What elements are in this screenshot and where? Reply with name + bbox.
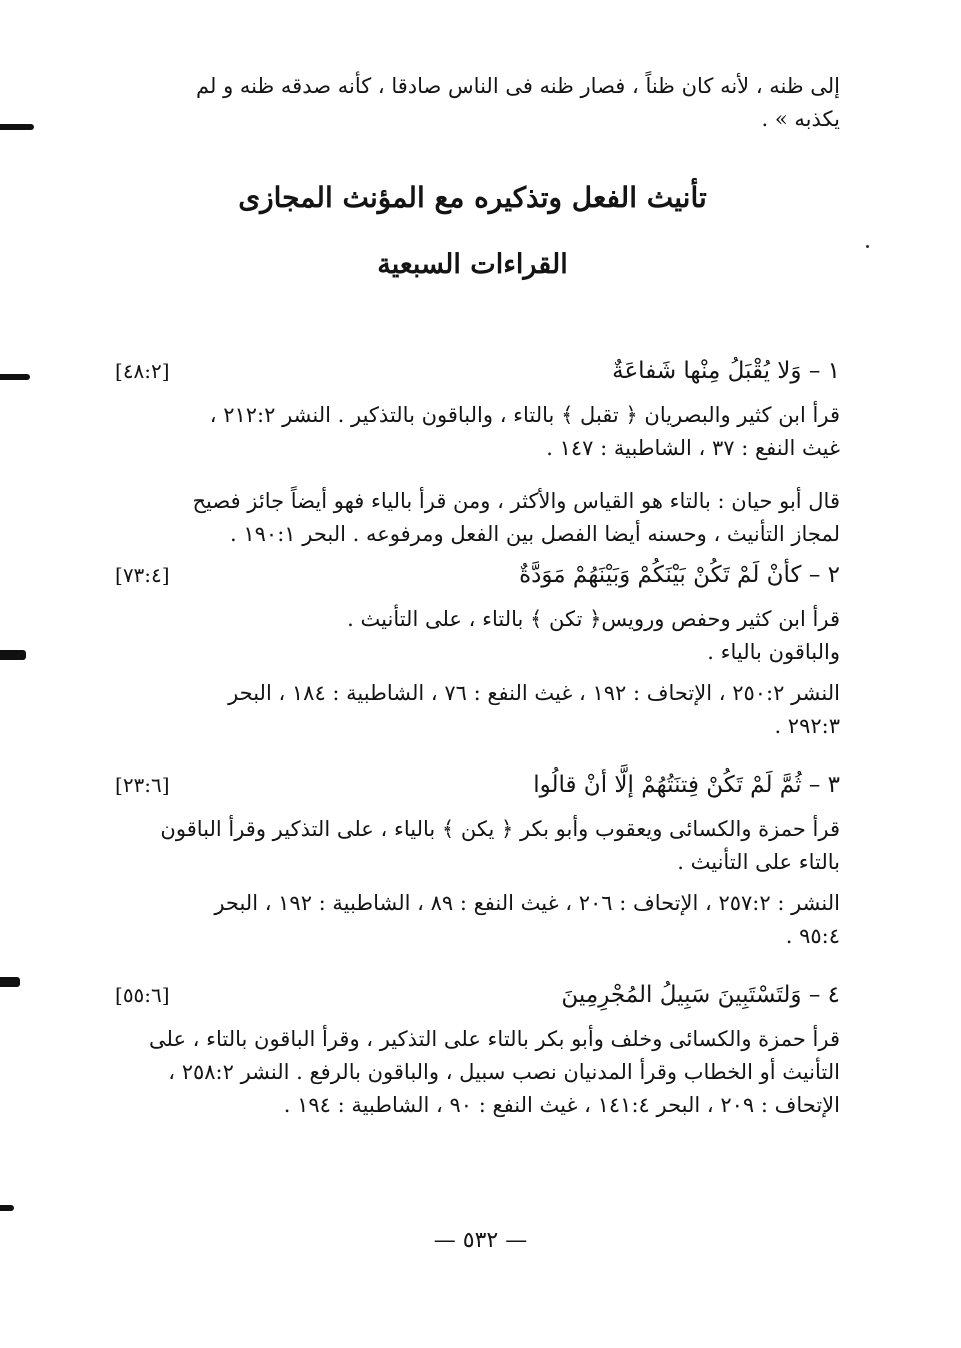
text-line: ٢٩٢:٣ . <box>774 713 840 738</box>
text-line: النشر : ٢٥٧:٢ ، الإتحاف : ٢٠٦ ، غيث النفع : ٨٩ ، الشاطبية : ١٩٢ ، البحر <box>214 890 840 915</box>
paragraph <box>105 813 840 879</box>
verse-text: ٢ – كأنْ لَمْ تَكُنْ بَيْنَكُمْ وَبَيْنَهُمْ مَوَدَّةٌ <box>519 561 840 588</box>
scan-margin-mark <box>0 374 30 380</box>
intro-paragraph <box>105 70 840 136</box>
verse-row <box>105 975 840 1015</box>
verse-reference: [٥٥:٦] <box>115 982 170 1007</box>
text-line: ٩٥:٤ . <box>785 923 840 948</box>
text-line: بالتاء على التأنيث . <box>677 849 840 874</box>
text-line: والباقون بالياء . <box>707 639 840 664</box>
scan-margin-mark <box>0 977 20 987</box>
reading-entry-4 <box>105 975 840 1122</box>
paragraph <box>105 485 840 551</box>
text-line: قال أبو حيان : بالتاء هو القياس والأكثر ، ومن قرأ بالياء فهو أيضاً جائز فصيح <box>192 488 840 513</box>
text-line: يكذبه » . <box>761 107 840 131</box>
document-page <box>105 70 840 1122</box>
scan-margin-mark <box>0 1205 14 1211</box>
verse-reference: [٤٨:٢] <box>115 358 170 383</box>
paragraph <box>105 399 840 465</box>
verse-row <box>105 765 840 805</box>
page-number: — ٥٣٢ — <box>433 1228 528 1253</box>
scan-speck <box>866 245 869 248</box>
paragraph <box>105 603 840 669</box>
verse-reference: [٧٣:٤] <box>115 562 170 587</box>
text-line: قرأ حمزة والكسائى ويعقوب وأبو بكر ﴿ يكن ﴾ بالياء ، على التذكير وقرأ الباقون <box>160 816 840 841</box>
text-line: النشر ٢٥٠:٢ ، الإتحاف : ١٩٢ ، غيث النفع : ٧٦ ، الشاطبية : ١٨٤ ، البحر <box>228 680 840 705</box>
paragraph <box>105 1023 840 1122</box>
verse-text: ٣ – ثُمَّ لَمْ تَكُنْ فِتنَتُهُمْ إلَّا أنْ قالُوا <box>533 771 840 798</box>
paragraph <box>105 887 840 953</box>
scan-margin-mark <box>0 650 26 660</box>
paragraph <box>105 677 840 743</box>
text-line: قرأ حمزة والكسائى وخلف وأبو بكر بالتاء على التذكير ، وقرأ الباقون بالتاء ، على <box>148 1026 840 1051</box>
scan-margin-mark <box>0 124 34 130</box>
section-subtitle: القراءات السبعية <box>377 248 568 280</box>
verse-reference: [٢٣:٦] <box>115 772 170 797</box>
verse-text: ٤ – وَلتَسْتَبِينَ سَبِيلُ المُجْرِمِينَ <box>561 981 840 1008</box>
text-line: قرأ ابن كثير وحفص ورويس﴿ تكن ﴾ بالتاء ، على التأنيث . <box>347 606 840 631</box>
text-line: لمجاز التأنيث ، وحسنه أيضا الفصل بين الفعل ومرفوعه . البحر ١٩٠:١ . <box>230 521 840 546</box>
text-line: قرأ ابن كثير والبصريان ﴿ تقبل ﴾ بالتاء ، والباقون بالتذكير . النشر ٢١٢:٢ ، <box>209 402 840 427</box>
text-line: التأنيث أو الخطاب وقرأ المدنيان نصب سبيل ، والباقون بالرفع . النشر ٢٥٨:٢ ، <box>168 1059 840 1084</box>
text-line: غيث النفع : ٣٧ ، الشاطبية : ١٤٧ . <box>546 435 840 460</box>
verse-row <box>105 351 840 391</box>
verse-row <box>105 555 840 595</box>
reading-entry-2 <box>105 555 840 743</box>
text-line: الإتحاف : ٢٠٩ ، البحر ١٤١:٤ ، غيث النفع : ٩٠ ، الشاطبية : ١٩٤ . <box>283 1092 840 1117</box>
reading-entry-1 <box>105 351 840 551</box>
section-title: تأنيث الفعل وتذكيره مع المؤنث المجازى <box>238 181 707 214</box>
text-line: إلى ظنه ، لأنه كان ظناً ، فصار ظنه فى الناس صادقا ، كأنه صدقه ظنه و لم <box>196 74 840 98</box>
reading-entry-3 <box>105 765 840 953</box>
verse-text: ١ – وَلا يُقْبَلُ مِنْها شَفاعَةٌ <box>612 357 840 384</box>
